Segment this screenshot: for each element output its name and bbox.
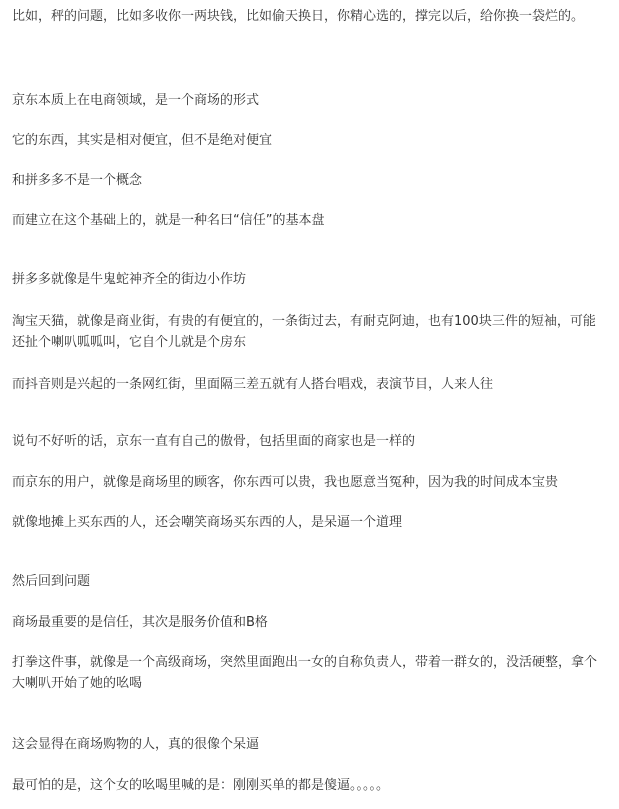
paragraph-9: 说句不好听的话，京东一直有自己的傲骨，包括里面的商家也是一样的 <box>12 434 416 449</box>
paragraph-5: 而建立在这个基础上的，就是一种名曰“信任”的基本盘 <box>12 213 325 228</box>
paragraph-13: 商场最重要的是信任，其次是服务价值和B格 <box>12 615 268 630</box>
paragraph-10: 而京东的用户，就像是商场里的顾客，你东西可以贵，我也愿意当冤种，因为我的时间成本宝贵 <box>12 475 559 490</box>
paragraph-3: 它的东西，其实是相对便宜，但不是绝对便宜 <box>12 133 273 148</box>
paragraph-6: 拼多多就像是牛鬼蛇神齐全的街边小作坊 <box>12 272 247 287</box>
paragraph-1: 比如，秤的问题，比如多收你一两块钱，比如偷天换日，你精心选的，撑完以后，给你换一袋烂的。 <box>12 9 585 24</box>
paragraph-16: 最可怕的是，这个女的吆喝里喊的是：刚刚买单的都是傻逼。。。。。 <box>12 778 390 793</box>
paragraph-2: 京东本质上在电商领域，是一个商场的形式 <box>12 93 260 108</box>
paragraph-8: 而抖音则是兴起的一条网红街，里面隔三差五就有人搭台唱戏，表演节目，人来人往 <box>12 377 494 392</box>
paragraph-11: 就像地摊上买东西的人，还会嘲笑商场买东西的人，是呆逼一个道理 <box>12 515 403 530</box>
paragraph-15: 这会显得在商场购物的人，真的很像个呆逼 <box>12 737 260 752</box>
paragraph-14: 打拳这件事，就像是一个高级商场，突然里面跑出一女的自称负责人，带着一群女的，没活硬整，拿个大喇叭开始了她的吆喝 <box>12 655 598 691</box>
paragraph-12: 然后回到问题 <box>12 574 91 589</box>
paragraph-4: 和拼多多不是一个概念 <box>12 173 143 188</box>
paragraph-7: 淘宝天猫，就像是商业街，有贵的有便宜的，一条街过去，有耐克阿迪，也有100块三件的短袖，可能还扯个喇叭呱呱叫，它自个儿就是个房东 <box>12 314 596 350</box>
